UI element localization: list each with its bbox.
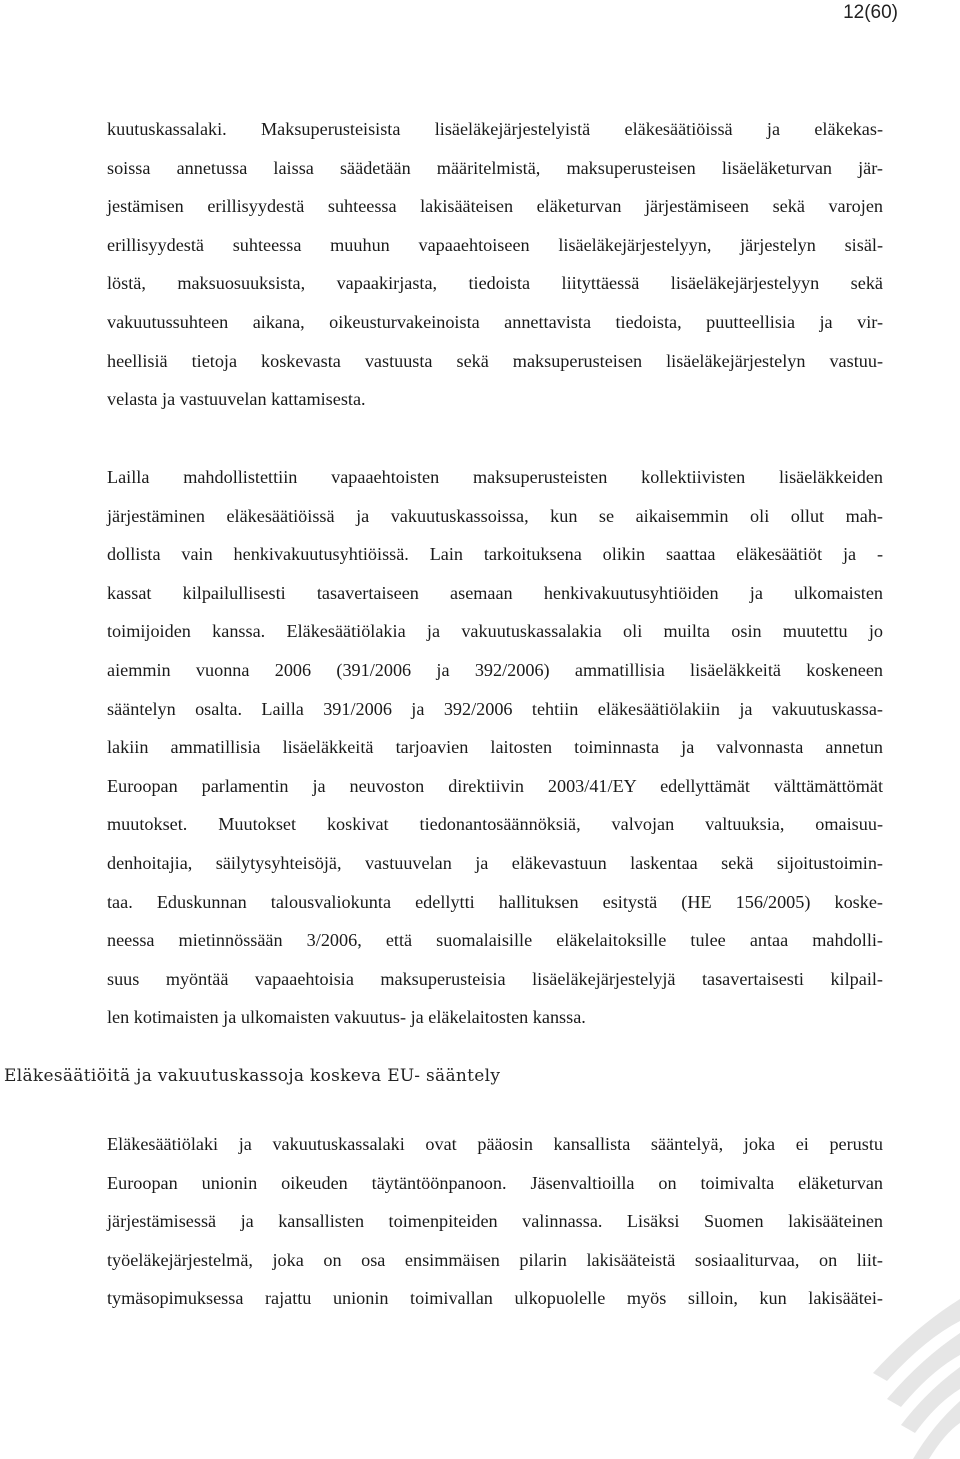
text-line: taa. Eduskunnan talousvaliokunta edellytti hallituksen esitystä (HE 156/2005) koske- (107, 891, 883, 912)
text-line: Euroopan parlamentin ja neuvoston direktiivin 2003/41/EY edellyttämät välttämättömät (107, 775, 883, 796)
text-line: järjestäminen eläkesäätiöissä ja vakuutuskassoissa, kun se aikaisemmin oli ollut mah- (107, 505, 883, 526)
text-line: erillisyydestä suhteessa muuhun vapaaehtoiseen lisäeläkejärjestelyyn, järjestelyn sisäl- (107, 234, 883, 255)
text-line: työeläkejärjestelmä, joka on osa ensimmäisen pilarin lakisääteistä sosiaaliturvaa, on liit- (107, 1249, 883, 1270)
text-line: suus myöntää vapaaehtoisia maksuperusteisia lisäeläkejärjestelyjä tasavertaisesti kilpail- (107, 968, 883, 989)
text-line: neessa mietinnössään 3/2006, että suomalaisille eläkelaitoksille tulee antaa mahdolli- (107, 930, 883, 951)
text-line: len kotimaisten ja ulkomaisten vakuutus- ja eläkelaitosten kanssa. (107, 1007, 586, 1028)
text-line: dollista vain henkivakuutusyhtiöissä. Lain tarkoituksena olikin saattaa eläkesäätiöt ja - (107, 544, 883, 565)
text-line: löstä, maksuosuuksista, vapaakirjasta, tiedoista liityttäessä lisäeläkejärjestelyyn sekä (107, 273, 883, 294)
text-line: kuutuskassalaki. Maksuperusteisista lisäeläkejärjestelyistä eläkesäätiöissä ja eläkekas- (107, 119, 883, 139)
text-line: velasta ja vastuuvelan kattamisesta. (107, 389, 366, 410)
text-line: lakiin ammatillisia lisäeläkkeitä tarjoavien laitosten toiminnasta ja valvonnasta annetun (107, 737, 883, 758)
text-line: sääntelyn osalta. Lailla 391/2006 ja 392/2006 tehtiin eläkesäätiölakiin ja vakuutuskassa- (107, 698, 883, 719)
body-paragraph-2 (107, 458, 883, 1037)
text-line: heellisiä tietoja koskevasta vastuusta sekä maksuperusteisen lisäeläkejärjestelyn vastuu- (107, 350, 883, 371)
text-line: soissa annetussa laissa säädetään määritelmistä, maksuperusteisen lisäeläketurvan jär- (107, 157, 883, 178)
text-line: muutokset. Muutokset koskivat tiedonantosäännöksiä, valvojan valtuuksia, omaisuu- (107, 814, 883, 835)
text-line: Euroopan unionin oikeuden täytäntöönpanoon. Jäsenvaltioilla on toimivalta eläketurvan (107, 1172, 883, 1193)
text-line: Eläkesäätiölaki ja vakuutuskassalaki ovat pääosin kansallista sääntelyä, joka ei perustu (107, 1134, 883, 1154)
decorative-stripes-logo (865, 1299, 960, 1459)
text-line: denhoitajia, säilytysyhteisöjä, vastuuvelan ja eläkevastuun laskentaa sekä sijoitustoimin- (107, 852, 883, 873)
body-paragraph-3 (107, 1125, 883, 1318)
text-line: jestämisen erillisyydestä suhteessa lakisääteisen eläketurvan järjestämiseen sekä varojen (107, 196, 883, 217)
text-line: toimijoiden kanssa. Eläkesäätiölakia ja vakuutuskassalakia oli muilta osin muutettu jo (107, 621, 883, 642)
text-line: Lailla mahdollistettiin vapaaehtoisten maksuperusteisten kollektiivisten lisäeläkkeiden (107, 467, 883, 487)
text-line: vakuutussuhteen aikana, oikeusturvakeinoista annettavista tiedoista, puutteellisia ja vir- (107, 311, 883, 332)
text-line: tymäsopimuksessa rajattu unionin toimivallan ulkopuolelle myös silloin, kun lakisäätei- (107, 1288, 883, 1309)
page-number: 12(60) (843, 2, 898, 23)
text-line: järjestämisessä ja kansallisten toimenpiteiden valinnassa. Lisäksi Suomen lakisääteinen (107, 1211, 883, 1232)
text-line: kassat kilpailullisesti tasavertaiseen asemaan henkivakuutusyhtiöiden ja ulkomaisten (107, 582, 883, 603)
body-paragraph-1 (107, 110, 883, 419)
section-heading: Eläkesäätiöitä ja vakuutuskassoja koskeva EU- sääntely (4, 1066, 501, 1086)
text-line: aiemmin vuonna 2006 (391/2006 ja 392/2006) ammatillisia lisäeläkkeitä koskeneen (107, 659, 883, 680)
